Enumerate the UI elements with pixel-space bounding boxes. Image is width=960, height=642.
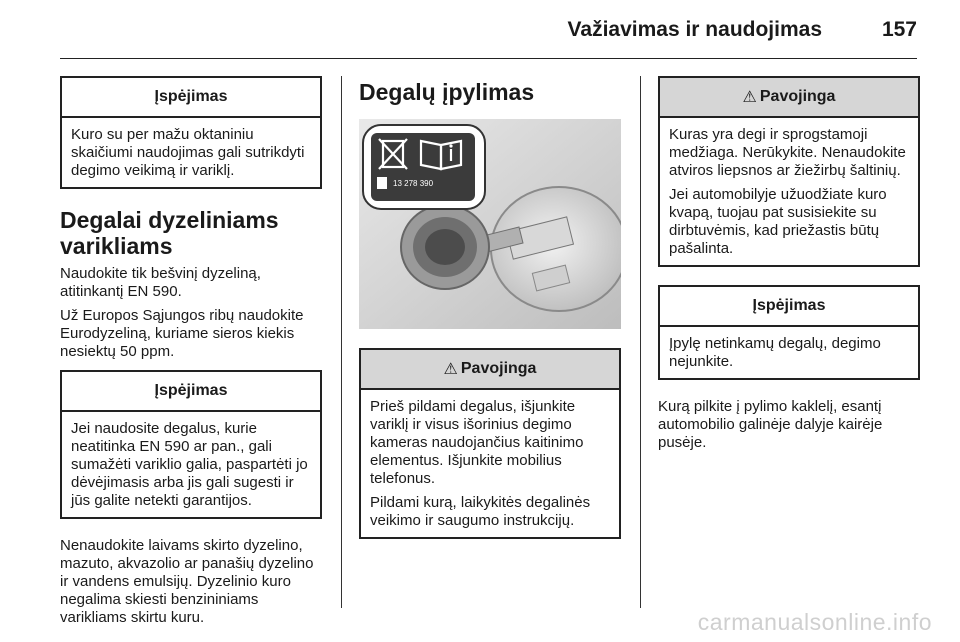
figure-code: 13 278 390	[393, 179, 434, 188]
danger-text: Jei automobilyje užuodžiate kuro kvapą, tuojau pat susisiekite su dirbtuvėmis, kad priežastis būtų pašalinta.	[669, 186, 887, 257]
column-divider-2	[640, 76, 641, 608]
danger-box-heading	[660, 78, 918, 118]
warning-text: Jei naudosite degalus, kurie neatitinka EN 590 ar pan., gali sumažėti variklio galia, paspartėti jo dėvėjimasis arba jis gali sugesti ir jūs galite netekti garantijos.	[71, 420, 308, 509]
warning-box-body	[660, 327, 918, 378]
warning-box-heading: Įspėjimas	[62, 78, 320, 118]
danger-text: Pildami kurą, laikykitės degalinės veikimo ir saugumo instrukcijų.	[370, 494, 591, 529]
danger-box-heading	[361, 350, 619, 390]
page-number: 157	[881, 18, 917, 41]
column-3	[658, 76, 920, 458]
section-title-refuelling: Degalų įpylimas	[359, 79, 535, 105]
warning-text: Kuro su per mažu oktaniniu skaičiumi naudojimas gali sutrikdyti degimo veikimą ir variklį.	[71, 126, 305, 179]
danger-text: Kuras yra degi ir sprogstamoji medžiaga. Nerūkykite. Nenaudokite atviros liepsnos ar žiežirbų šaltinių.	[669, 126, 906, 179]
warning-box-heading: Įspėjimas	[660, 287, 918, 327]
danger-text: Prieš pildami degalus, išjunkite variklį ir visus išorinius degimo kameras naudojančius kaitinimo elementus. Išjunkite mobilius telefonus.	[370, 398, 584, 487]
warning-box-body	[62, 412, 320, 517]
danger-heading-label: Pavojinga	[759, 88, 836, 105]
paragraph: Nenaudokite laivams skirto dyzelino, mazuto, akvazolio ar panašių dyzelino ir vandens emulsijų. Dyzelinio kuro negalima skiesti benzininiams varikliams skirtu kuru.	[60, 537, 314, 626]
warning-box	[60, 370, 322, 519]
column-1	[60, 76, 322, 633]
column-2	[359, 76, 621, 557]
danger-box-body	[361, 390, 619, 537]
danger-box-body	[660, 118, 918, 265]
paragraph: Kurą pilkite į pylimo kaklelį, esantį automobilio galinėje dalyje kairėje pusėje.	[658, 398, 883, 451]
warning-text: Įpylę netinkamų degalų, degimo nejunkite.	[669, 335, 881, 370]
warning-triangle-icon: ⚠	[443, 361, 458, 378]
column-divider-1	[341, 76, 342, 608]
fuel-filler-illustration	[359, 119, 621, 329]
header-divider	[60, 58, 917, 59]
danger-box	[658, 76, 920, 267]
warning-box	[658, 285, 920, 380]
danger-box	[359, 348, 621, 539]
header-title: Važiavimas ir naudojimas	[567, 18, 822, 41]
warning-triangle-icon: ⚠	[742, 89, 757, 106]
danger-heading-label: Pavojinga	[460, 360, 537, 377]
warning-box-heading: Įspėjimas	[62, 372, 320, 412]
paragraph: Naudokite tik bešvinį dyzeliną, atitinkantį EN 590.	[60, 265, 261, 300]
watermark: carmanualsonline.info	[697, 609, 932, 635]
warning-box-body	[62, 118, 320, 187]
warning-box	[60, 76, 322, 189]
paragraph: Už Europos Sąjungos ribų naudokite Eurodyzeliną, kuriame sieros kiekis nesiektų 50 ppm.	[60, 307, 304, 360]
section-title-diesel: Degalai dyzeliniams varikliams	[60, 207, 279, 259]
